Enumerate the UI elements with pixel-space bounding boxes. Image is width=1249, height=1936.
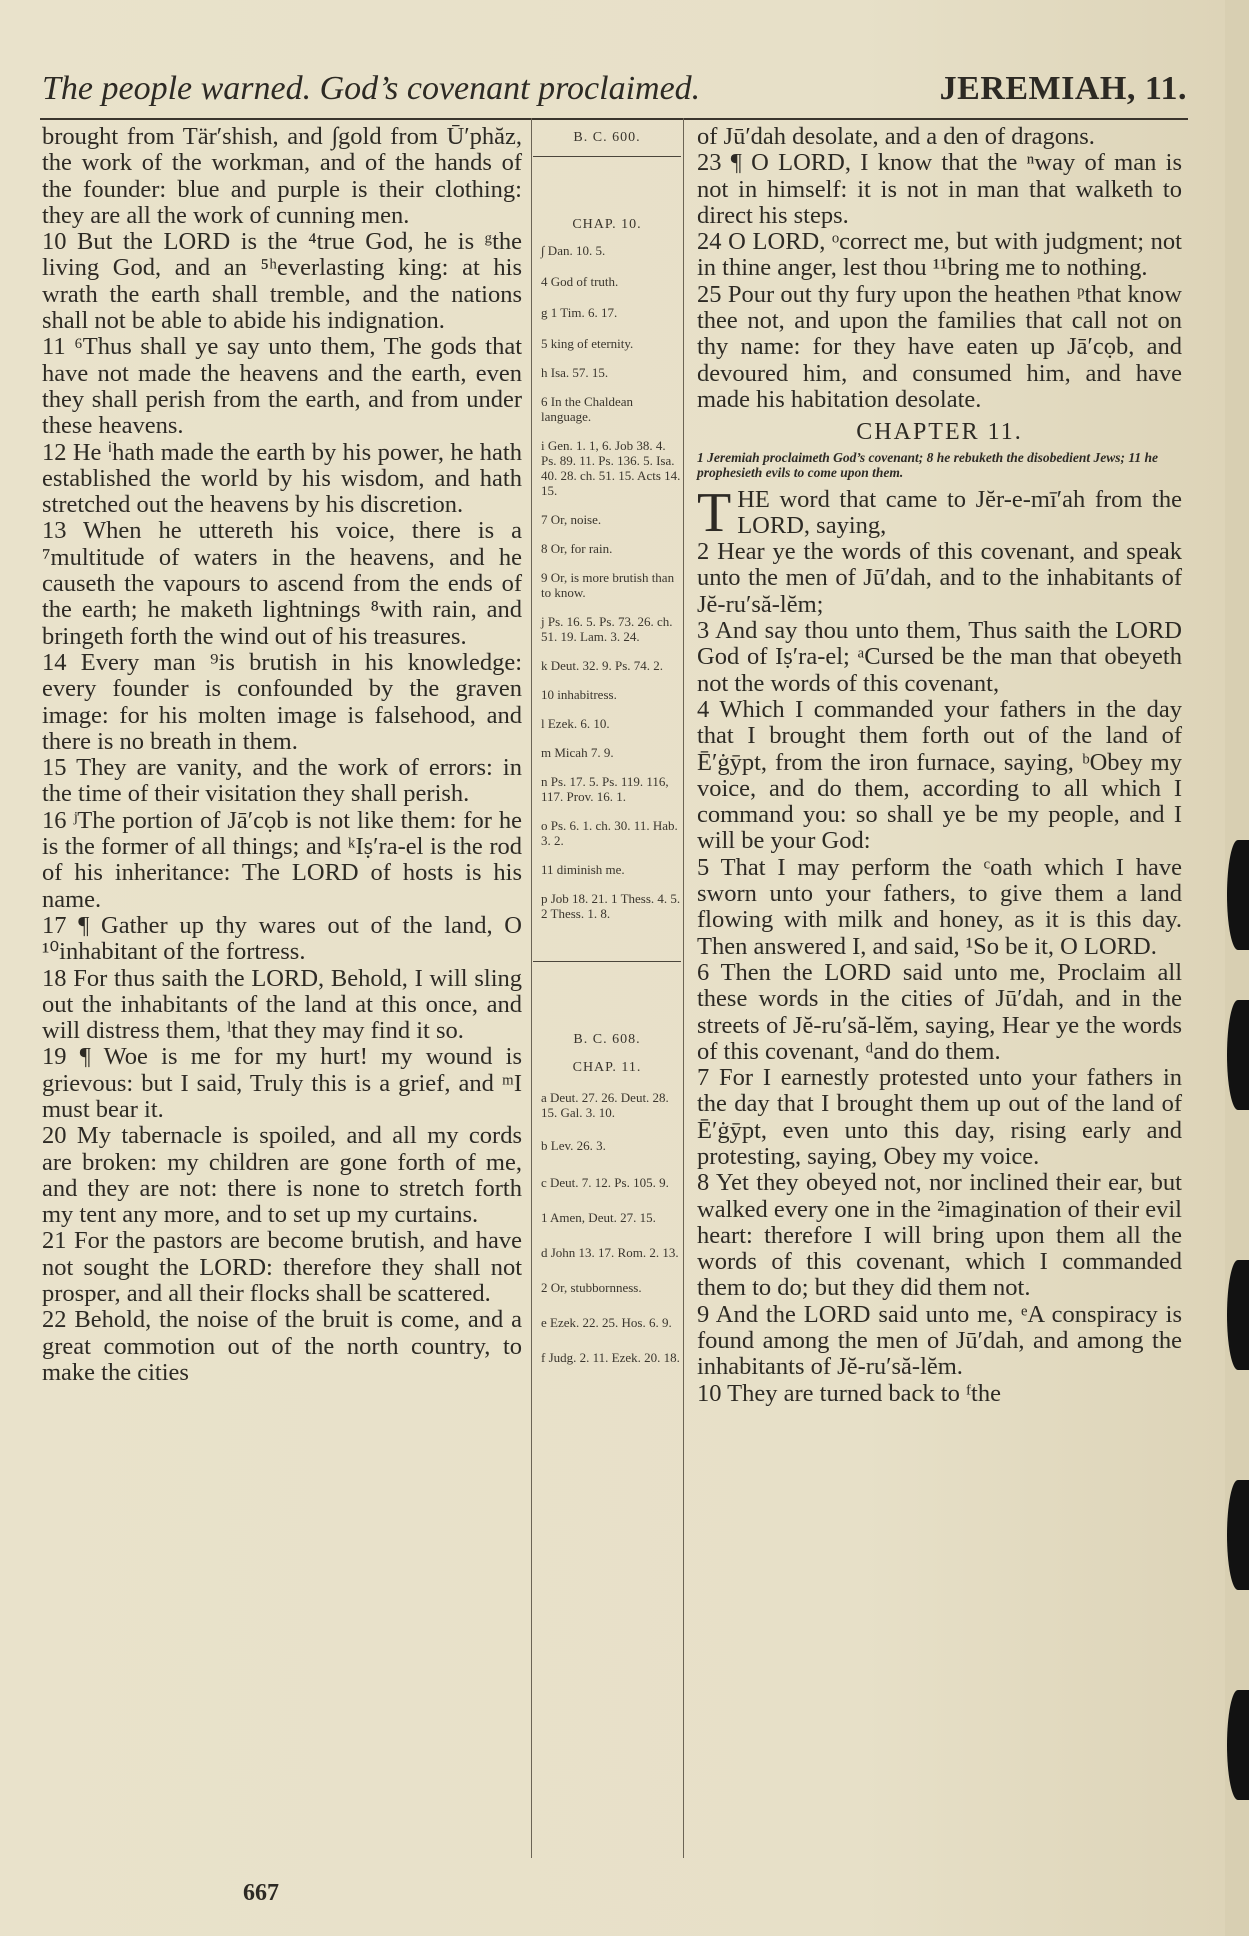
header-book-chapter: JEREMIAH, 11. (939, 70, 1187, 107)
verse: 19 ¶ Woe is me for my hurt! my wound is grievous: but I said, Truly this is a grief, and ᵐI must bear it. (42, 1043, 522, 1123)
cross-reference: o Ps. 6. 1. ch. 30. 11. Hab. 3. 2. (541, 818, 678, 848)
verse: 9 And the LORD said unto me, ᵉA conspiracy is found among the men of Jū′dah, and among the inhabitants of Jĕ-ru′să-lĕm. (697, 1300, 1182, 1381)
cross-reference: g 1 Tim. 6. 17. (541, 305, 618, 320)
cross-reference: j Ps. 16. 5. Ps. 73. 26. ch. 51. 19. Lam. 3. 24. (541, 614, 673, 644)
verse: 20 My tabernacle is spoiled, and all my cords are broken: my children are gone forth of me, and they are not: there is none to stretch forth my tent any more, and to set up my curtains. (42, 1122, 522, 1229)
verse: 4 Which I commanded your fathers in the day that I brought them forth out of the land of Ē′ġȳpt, from the iron furnace, saying, ᵇObey my voice, and do them, according to all which I command you: so shall ye be my people, and I will be your God: (697, 695, 1182, 855)
verse: 7 For I earnestly protested unto your fathers in the day that I brought them up out of the land of Ē′ġȳpt, even unto this day, rising early and protesting, saying, Obey my voice. (697, 1064, 1182, 1170)
verse-text: HE word that came to Jĕr-e-mī′ah from the LORD, saying, (737, 485, 1182, 539)
verse: 22 Behold, the noise of the bruit is come, and a great commotion out of the north country, to make the cities (42, 1306, 522, 1386)
verse: 2 Hear ye the words of this covenant, and speak unto the men of Jū′dah, and to the inhabitants of Jĕ-ru′să-lĕm; (697, 538, 1182, 618)
cross-reference: m Micah 7. 9. (541, 745, 614, 760)
drop-cap: T (697, 481, 732, 544)
cross-reference: d John 13. 17. Rom. 2. 13. (541, 1245, 679, 1260)
cross-reference: 6 In the Chaldean language. (541, 394, 634, 424)
thumb-index-tab[interactable] (1227, 1690, 1249, 1800)
bc-date-label: B. C. 600. (573, 130, 641, 145)
cross-reference: 8 Or, for rain. (541, 541, 613, 556)
thumb-index-tab[interactable] (1227, 840, 1249, 950)
verse: 8 Yet they obeyed not, nor inclined their ear, but walked every one in the ²imagination of their evil heart: therefore I will bring upon them all the words of this covenant, which I commanded them to do; but they did them not. (697, 1169, 1182, 1302)
cross-reference: 9 Or, is more brutish than to know. (541, 570, 675, 600)
verse: 18 For thus saith the LORD, Behold, I will sling out the inhabitants of the land at this once, and will distress them, ˡthat they may find it so. (42, 964, 522, 1045)
column-divider-right (683, 118, 684, 1858)
bc-date-label: B. C. 608. (573, 1032, 641, 1047)
thumb-index-tab[interactable] (1227, 1000, 1249, 1110)
verse: 24 O LORD, ᵒcorrect me, but with judgment; not in thine anger, lest thou ¹¹bring me to nothing. (697, 228, 1182, 282)
page-edge (1225, 0, 1249, 1936)
verse: 11 ⁶Thus shall ye say unto them, The gods that have not made the heavens and the earth, even they shall perish from the earth, and from under these heavens. (42, 333, 522, 440)
chapter-ref-label: CHAP. 11. (572, 1060, 642, 1075)
verse: 3 And say thou unto them, Thus saith the LORD God of Iṣ′ra-el; ᵃCursed be the man that obeyeth not the words of this covenant, (697, 617, 1182, 697)
verse (697, 481, 1182, 544)
verse: 13 When he uttereth his voice, there is a ⁷multitude of waters in the heavens, and he causeth the vapours to ascend from the ends of the earth; he maketh lightnings ⁸with rain, and bringeth forth the wind out of his treasures. (42, 517, 522, 650)
cross-reference: l Ezek. 6. 10. (541, 716, 610, 731)
verse: 21 For the pastors are become brutish, and have not sought the LORD: therefore they shall not prosper, and all their flocks shall be scattered. (42, 1227, 522, 1308)
cross-reference: 1 Amen, Deut. 27. 15. (541, 1210, 656, 1225)
column-divider-left (531, 118, 532, 1858)
verse: 25 Pour out thy fury upon the heathen ᵖthat know thee not, and upon the families that call not on thy name: for they have eaten up Jā′cọb, and devoured him, and consumed him, and have made his habitation desolate. (697, 280, 1182, 413)
cross-reference: b Lev. 26. 3. (541, 1138, 606, 1153)
thumb-index-tab[interactable] (1227, 1260, 1249, 1370)
cross-reference: c Deut. 7. 12. Ps. 105. 9. (541, 1175, 669, 1190)
cross-reference: ∫ Dan. 10. 5. (541, 243, 606, 258)
cross-reference: f Judg. 2. 11. Ezek. 20. 18. (541, 1350, 680, 1365)
verse: 15 They are vanity, and the work of errors: in the time of their visitation they shall perish. (42, 754, 522, 808)
chapter-ref-label: CHAP. 10. (572, 217, 642, 232)
verse: 6 Then the LORD said unto me, Proclaim all these words in the cities of Jū′dah, and in the streets of Jĕ-ru′să-lĕm, saying, Hear ye the words of this covenant, ᵈand do them. (697, 958, 1182, 1065)
cross-reference: 11 diminish me. (541, 862, 625, 877)
verse: 10 They are turned back to ᶠthe (697, 1379, 1001, 1407)
cross-reference: e Ezek. 22. 25. Hos. 6. 9. (541, 1315, 672, 1330)
left-text-column (42, 124, 522, 1386)
verse: of Jū′dah desolate, and a den of dragons. (697, 123, 1095, 150)
cross-reference: h Isa. 57. 15. (541, 365, 609, 380)
cross-reference: 7 Or, noise. (541, 512, 602, 527)
cross-reference: p Job 18. 21. 1 Thess. 4. 5. 2 Thess. 1. 8. (541, 891, 681, 921)
running-header (42, 70, 1187, 118)
verse: 10 But the LORD is the ⁴true God, he is ᵍthe living God, and an ⁵ʰeverlasting king: at his wrath the earth shall tremble, and the nations shall not be able to abide his indignation. (42, 228, 522, 335)
cross-reference: 10 inhabitress. (541, 687, 617, 702)
chapter-heading: CHAPTER 11. (856, 419, 1023, 446)
chapter-summary: 1 Jeremiah proclaimeth God’s covenant; 8 he rebuketh the disobedient Jews; 11 he prophesieth evils to come upon them. (697, 449, 1158, 481)
verse: 16 ʲThe portion of Jā′cọb is not like them: for he is the former of all things; and ᵏIṣ′ra-el is the rod of his inheritance: The LORD of hosts is his name. (42, 806, 522, 913)
verse: 12 He ⁱhath made the earth by his power, he hath established the world by his wisdom, and hath stretched out the heavens by his discretion. (42, 438, 522, 519)
cross-reference: k Deut. 32. 9. Ps. 74. 2. (541, 658, 664, 673)
header-topic: The people warned. God’s covenant proclaimed. (42, 70, 701, 107)
verse: brought from Tär′shish, and ∫gold from Ū′phăz, the work of the workman, and of the hands of the founder: blue and purple is their clothing: they are all the work of cunning men. (42, 123, 522, 229)
thumb-index-tab[interactable] (1227, 1480, 1249, 1590)
cross-reference: 4 God of truth. (541, 274, 619, 289)
verse: 5 That I may perform the ᶜoath which I have sworn unto your fathers, to give them a land flowing with milk and honey, as it is this day. Then answered I, and said, ¹So be it, O LORD. (697, 853, 1182, 960)
cross-reference: a Deut. 27. 26. Deut. 28. 15. Gal. 3. 10. (541, 1090, 669, 1120)
page-number: 667 (243, 1880, 279, 1906)
right-text-column (697, 124, 1182, 1407)
cross-reference: 5 king of eternity. (541, 336, 634, 351)
verse: 17 ¶ Gather up thy wares out of the land, O ¹⁰inhabitant of the fortress. (42, 911, 522, 966)
verse: 23 ¶ O LORD, I know that the ⁿway of man is not in himself: it is not in man that walketh to direct his steps. (697, 149, 1182, 229)
cross-reference: i Gen. 1. 1, 6. Job 38. 4. Ps. 89. 11. Ps. 136. 5. Isa. 40. 28. ch. 51. 15. Acts 14. 15. (541, 438, 681, 498)
cross-reference-column (533, 118, 681, 1365)
cross-reference: 2 Or, stubbornness. (541, 1280, 642, 1295)
verse: 14 Every man ⁹is brutish in his knowledge: every founder is confounded by the graven image: for his molten image is falsehood, and there is no breath in them. (42, 648, 522, 755)
cross-reference: n Ps. 17. 5. Ps. 119. 116, 117. Prov. 16. 1. (541, 774, 669, 804)
